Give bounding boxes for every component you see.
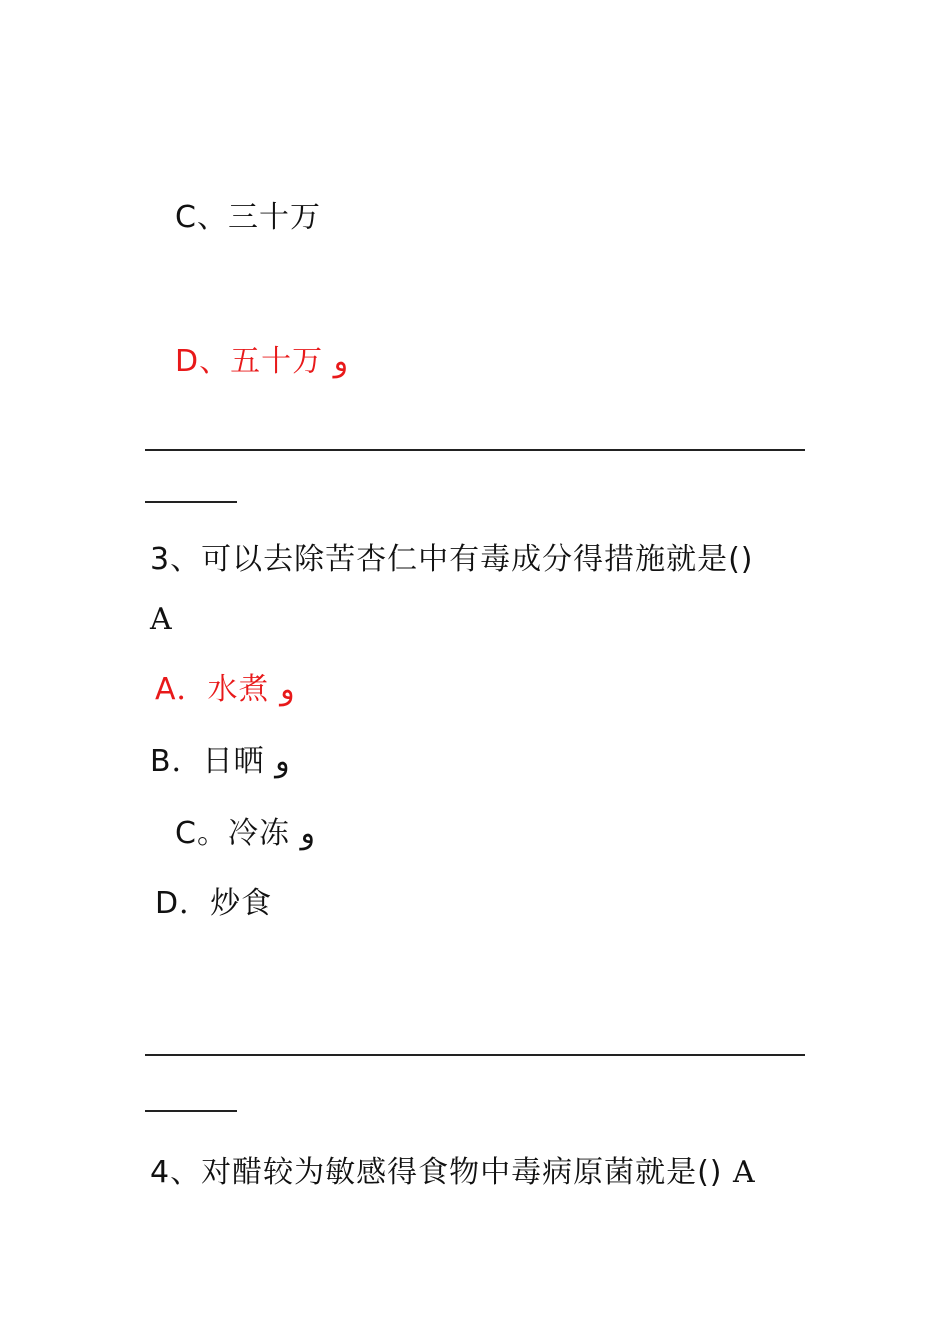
q3-option-a-text: A．水煮	[155, 672, 270, 707]
q3-answer-text: A	[150, 602, 173, 637]
q3-option-a	[155, 670, 295, 710]
q3-question-text: 3、可以去除苦杏仁中有毒成分得措施就是()	[150, 542, 754, 577]
q3-question	[150, 540, 754, 580]
q3-answer	[150, 600, 173, 640]
separator-line-2-tail	[145, 1110, 237, 1112]
q3-option-b	[150, 742, 290, 782]
q4-answer-text: A	[733, 1155, 756, 1190]
q2-option-c-text: C、三十万	[175, 200, 321, 235]
q2-option-c	[175, 198, 321, 238]
q4-question	[150, 1153, 756, 1193]
q3-option-c	[175, 814, 315, 854]
q3-option-b-text: B．日晒	[150, 744, 265, 779]
q3-option-d-text: D．炒食	[155, 886, 273, 921]
q4-question-text: 4、对醋较为敏感得食物中毒病原菌就是()	[150, 1155, 723, 1190]
q2-option-d	[175, 342, 348, 382]
separator-line-1	[145, 449, 805, 451]
separator-line-1-tail	[145, 501, 237, 503]
q3-option-b-mark: و	[275, 744, 290, 779]
q3-option-c-text: C。冷冻	[175, 816, 290, 851]
q2-option-d-text: D、五十万	[175, 344, 324, 379]
q3-option-d	[155, 884, 272, 924]
q3-option-c-mark: و	[300, 816, 315, 851]
separator-line-2	[145, 1054, 805, 1056]
q3-option-a-mark: و	[280, 672, 295, 707]
q2-option-d-mark: و	[333, 344, 349, 379]
